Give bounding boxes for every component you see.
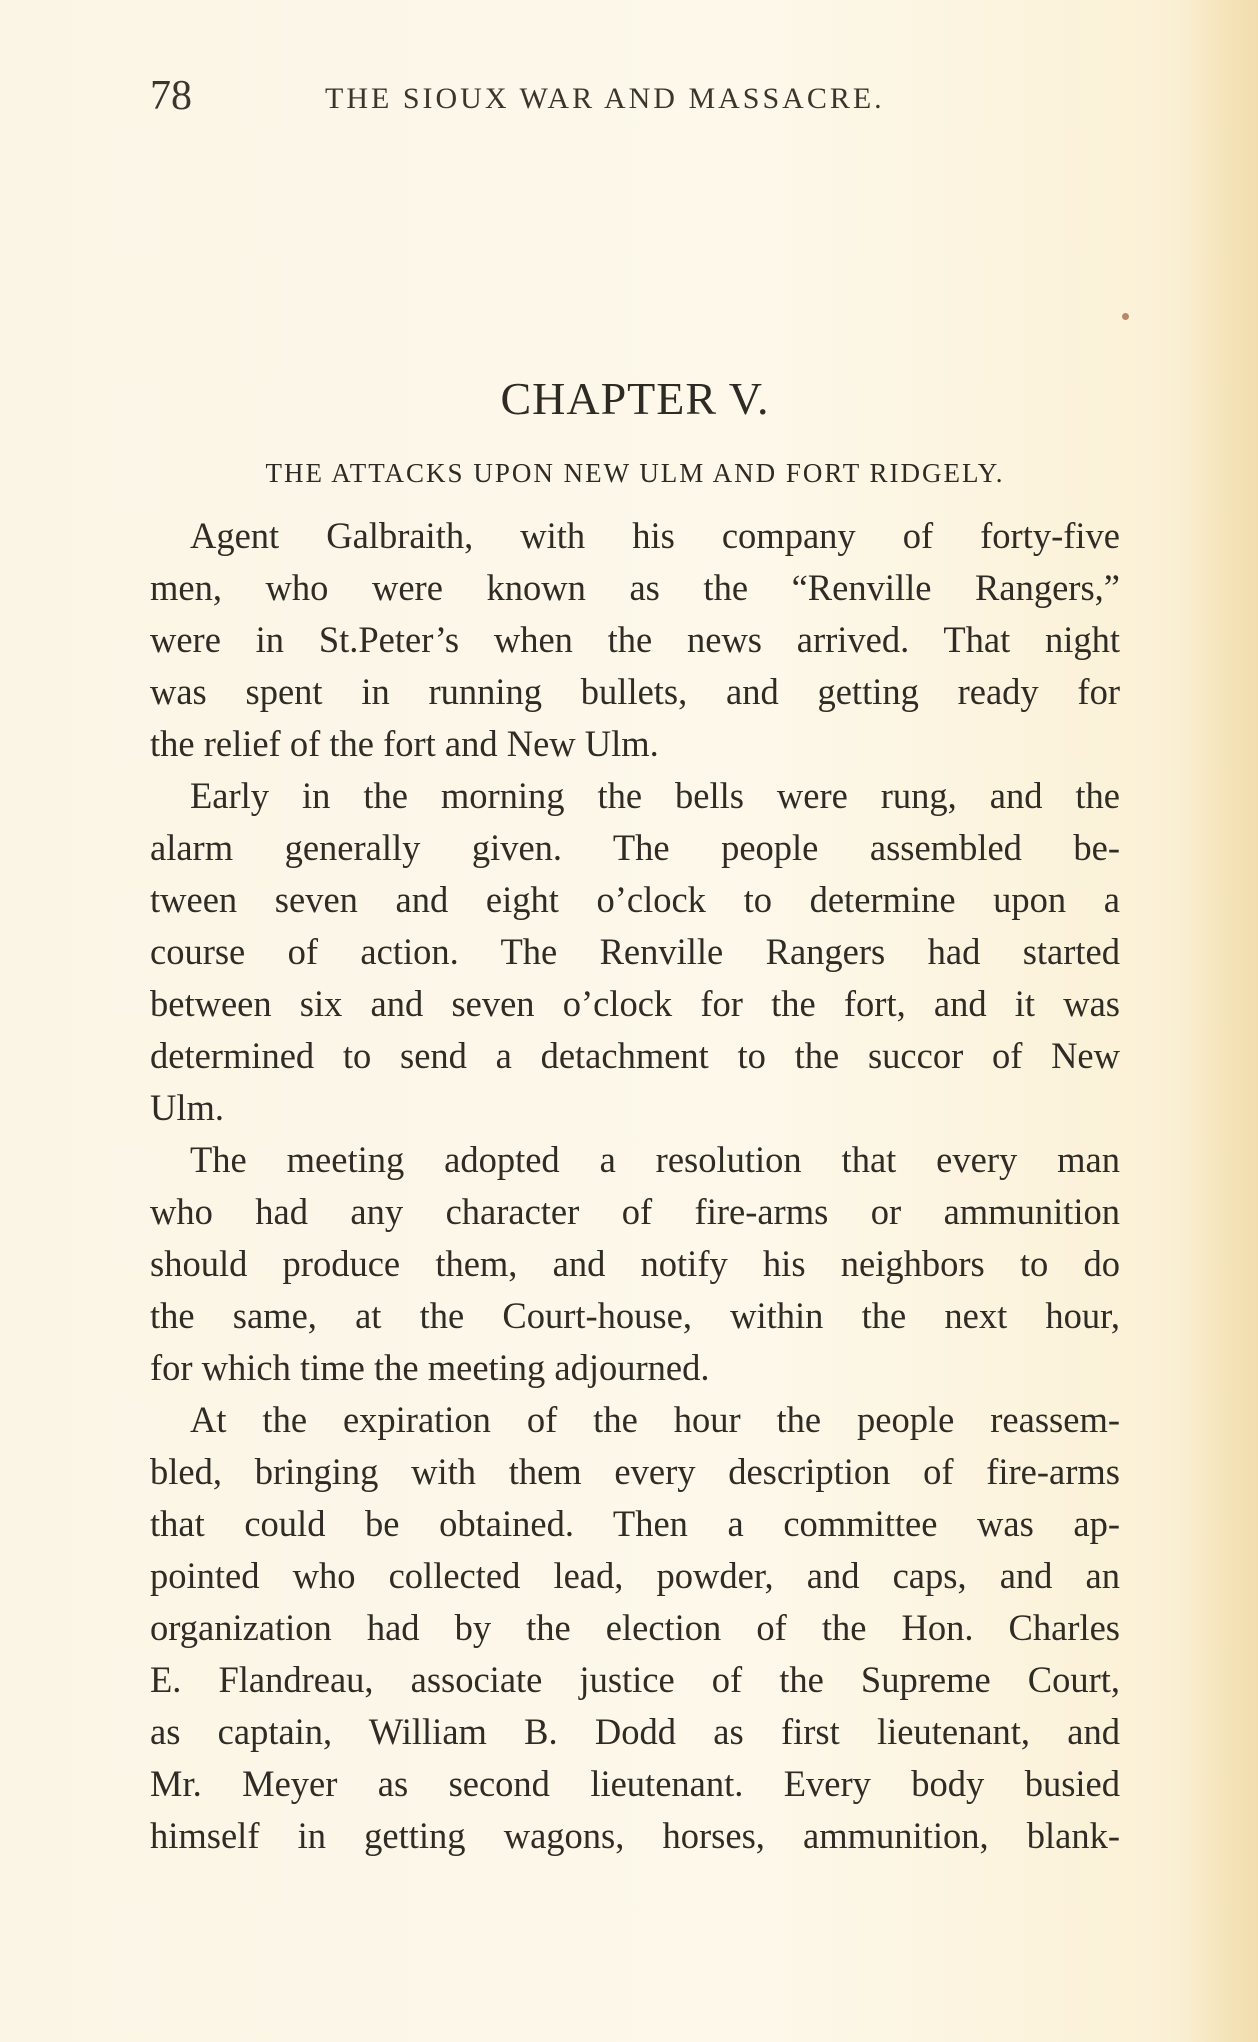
text-line: the same, at the Court-house, within the next hour, bbox=[150, 1295, 1120, 1336]
text-line: pointed who collected lead, powder, and caps, and an bbox=[150, 1555, 1120, 1596]
text-line: bled, bringing with them every description of fire-arms bbox=[150, 1451, 1120, 1492]
text-line: who had any character of fire-arms or ammunition bbox=[150, 1191, 1120, 1232]
running-head: THE SIOUX WAR AND MASSACRE. bbox=[325, 82, 885, 115]
chapter-subtitle: THE ATTACKS UPON NEW ULM AND FORT RIDGELY. bbox=[265, 458, 1005, 488]
text-line: between six and seven o’clock for the fort, and it was bbox=[150, 983, 1120, 1024]
page-number: 78 bbox=[150, 73, 192, 119]
ink-speck bbox=[1122, 313, 1129, 320]
text-line: The meeting adopted a resolution that every man bbox=[190, 1139, 1120, 1180]
text-line: himself in getting wagons, horses, ammunition, blank- bbox=[150, 1815, 1120, 1856]
text-line: were in St.Peter’s when the news arrived. That night bbox=[150, 619, 1120, 660]
page-edge-shading bbox=[1188, 0, 1258, 2042]
text-line: that could be obtained. Then a committee was ap- bbox=[150, 1503, 1120, 1544]
text-line: alarm generally given. The people assembled be- bbox=[150, 827, 1120, 868]
text-line: At the expiration of the hour the people reassem- bbox=[190, 1399, 1120, 1440]
text-line: E. Flandreau, associate justice of the Supreme Court, bbox=[150, 1659, 1120, 1700]
text-line: Agent Galbraith, with his company of forty-five bbox=[190, 515, 1120, 556]
chapter-title: CHAPTER V. bbox=[500, 373, 770, 424]
body-text bbox=[150, 510, 1120, 1862]
text-line: was spent in running bullets, and getting ready for bbox=[150, 671, 1120, 712]
text-line: Ulm. bbox=[150, 1087, 225, 1128]
text-line: should produce them, and notify his neighbors to do bbox=[150, 1243, 1120, 1284]
text-line: men, who were known as the “Renville Rangers,” bbox=[150, 567, 1120, 608]
text-line: determined to send a detachment to the succor of New bbox=[150, 1035, 1120, 1076]
text-line: tween seven and eight o’clock to determine upon a bbox=[150, 879, 1120, 920]
text-line: the relief of the fort and New Ulm. bbox=[150, 723, 659, 764]
text-line: as captain, William B. Dodd as first lieutenant, and bbox=[150, 1711, 1120, 1752]
text-line: for which time the meeting adjourned. bbox=[150, 1347, 710, 1388]
text-line: Early in the morning the bells were rung, and the bbox=[190, 775, 1120, 816]
text-line: course of action. The Renville Rangers had started bbox=[150, 931, 1120, 972]
page-header bbox=[150, 72, 1120, 132]
text-line: organization had by the election of the Hon. Charles bbox=[150, 1607, 1120, 1648]
text-line: Mr. Meyer as second lieutenant. Every body busied bbox=[150, 1763, 1120, 1804]
